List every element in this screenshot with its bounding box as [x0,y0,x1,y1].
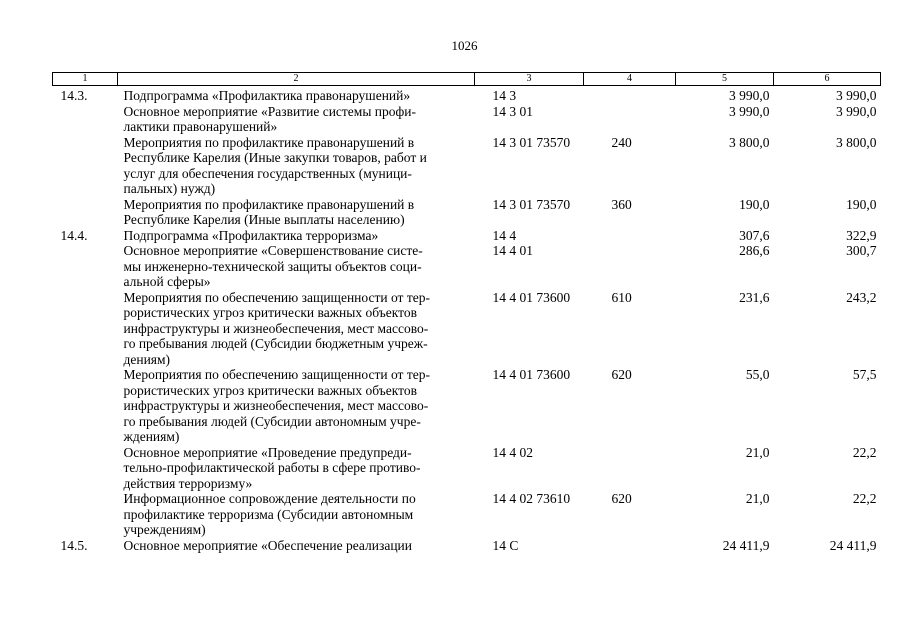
row-number [53,290,118,368]
table-row [53,290,881,368]
row-code: 14 3 01 73570 [492,196,571,212]
row-expense-type [584,228,676,244]
row-amount-col5: 24 411,9 [722,537,770,553]
table-row [53,135,881,197]
row-amount-col6: 3 800,0 [836,134,877,150]
row-name: Мероприятия по профилактике правонарушений в Республике Карелия (Иные закупки товаров, работ и услуг для обеспечения государственных (муници- пальных) нужд) [123,134,427,196]
row-number [53,104,118,135]
row-name: Основное мероприятие «Обеспечение реализации [123,537,412,553]
table-row [53,86,881,104]
row-code: 14 4 [492,227,517,243]
row-code: 14 4 01 [492,243,533,258]
row-amount-col6: 57,5 [852,367,877,382]
row-amount-col5: 3 800,0 [729,134,770,150]
row-expense-type [584,538,676,554]
table-row [53,228,881,244]
row-number: 14.3. [60,88,88,103]
header-col-2: 2 [118,73,475,86]
row-expense-type [584,104,676,135]
row-expense-type [584,243,676,290]
header-col-3: 3 [475,73,584,86]
row-name: Мероприятия по обеспечению защищенности от тер- рористических угроз критически важных объектов инфраструктуры и жизнеобеспечения, мест массово- го пребывания людей (Субсидии бюджетным учреж- дениям) [123,289,430,367]
row-code: 14 3 01 73570 [492,134,571,150]
row-number [53,243,118,290]
row-number: 14.5. [60,537,88,553]
row-amount-col5: 3 990,0 [729,103,770,119]
row-amount-col6: 3 990,0 [836,103,877,119]
row-amount-col6: 300,7 [846,243,877,258]
row-amount-col5: 3 990,0 [729,88,770,103]
header-col-6: 6 [774,73,881,86]
row-amount-col6: 3 990,0 [836,88,877,103]
table-row [53,367,881,445]
row-amount-col6: 243,2 [846,289,877,305]
header-row [53,73,881,86]
budget-table [52,72,881,553]
row-amount-col5: 307,6 [739,227,770,243]
row-amount-col5: 55,0 [745,367,770,382]
row-number [53,197,118,228]
row-amount-col5: 21,0 [745,444,770,460]
header-col-4: 4 [584,73,676,86]
row-expense-type [584,86,676,104]
header-col-5: 5 [676,73,774,86]
row-code: 14 4 02 73610 [492,491,571,506]
row-number [53,491,118,538]
row-amount-col5: 231,6 [739,289,770,305]
row-name: Основное мероприятие «Проведение предупреди- тельно-профилактической работы в сфере противо- действия терроризму» [123,444,421,491]
row-name: Основное мероприятие «Совершенствование систе- мы инженерно-технической защиты объектов соци- альной сферы» [123,243,423,289]
row-amount-col6: 22,2 [852,444,877,460]
row-number [53,445,118,492]
table-row [53,491,881,538]
table-row [53,538,881,554]
table-row [53,243,881,290]
row-code: 14 4 02 [492,444,533,460]
row-code: 14 С [492,537,519,553]
row-code: 14 3 [492,88,517,103]
row-code: 14 4 01 73600 [492,289,571,305]
row-amount-col6: 22,2 [852,491,877,506]
row-amount-col5: 286,6 [739,243,770,258]
row-expense-type: 360 [611,196,632,212]
row-code: 14 4 01 73600 [492,367,571,382]
row-name: Информационное сопровождение деятельности по профилактике терроризма (Субсидии автономным учреждениям) [123,491,416,537]
row-amount-col5: 190,0 [739,196,770,212]
row-number: 14.4. [60,227,88,243]
table-row [53,197,881,228]
row-name: Подпрограмма «Профилактика терроризма» [123,227,379,243]
row-code: 14 3 01 [492,103,533,119]
row-name: Основное мероприятие «Развитие системы профи- лактики правонарушений» [123,103,416,134]
page-number: 1026 [451,38,478,53]
row-expense-type: 240 [611,134,632,150]
row-name: Подпрограмма «Профилактика правонарушений» [123,88,411,103]
row-amount-col6: 190,0 [846,196,877,212]
row-name: Мероприятия по обеспечению защищенности от тер- рористических угроз критически важных объектов инфраструктуры и жизнеобеспечения, мест массово- го пребывания людей (Субсидии автономным учре- ждениям) [123,367,430,444]
row-amount-col5: 21,0 [745,491,770,506]
row-amount-col6: 24 411,9 [829,537,877,553]
row-number [53,135,118,197]
header-col-1: 1 [53,73,118,86]
row-expense-type: 620 [611,491,632,506]
row-amount-col6: 322,9 [846,227,877,243]
table-row [53,445,881,492]
row-expense-type: 620 [611,367,632,382]
row-number [53,367,118,445]
table-row [53,104,881,135]
row-expense-type: 610 [611,289,632,305]
row-name: Мероприятия по профилактике правонарушений в Республике Карелия (Иные выплаты населению) [123,196,415,227]
row-expense-type [584,445,676,492]
